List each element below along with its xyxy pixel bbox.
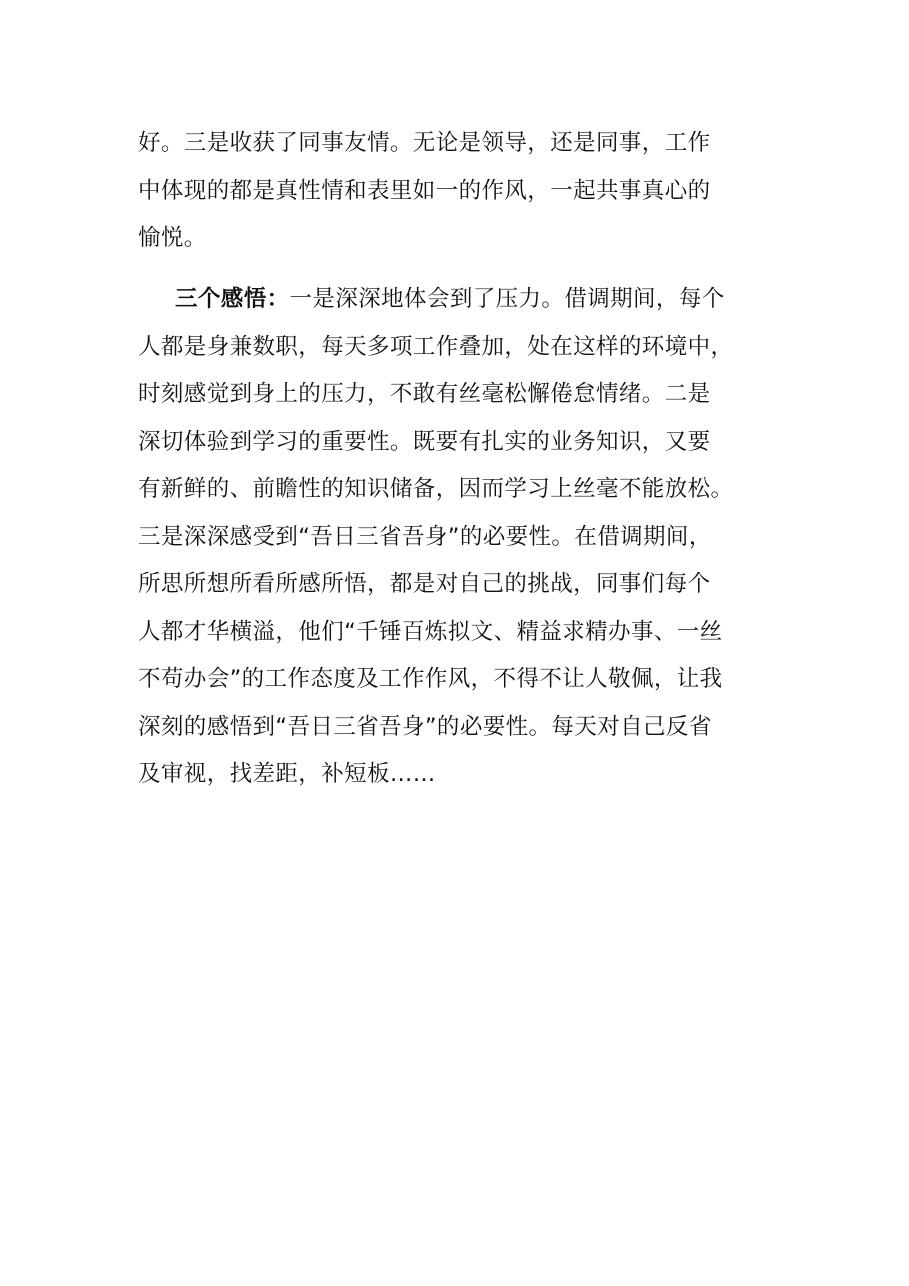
text-line: 人都是身兼数职，每天多项工作叠加，处在这样的环境中， bbox=[138, 333, 734, 360]
text-line: 愉悦。 bbox=[138, 225, 207, 251]
text-line: 有新鲜的、前瞻性的知识储备，因而学习上丝毫不能放松。 bbox=[138, 476, 734, 502]
text-line: 人都才华横溢，他们“千锤百炼拟文、精益求精办事、一丝 bbox=[138, 618, 723, 645]
text-line-first-rest: 一是深深地体会到了压力。借调期间，每个 bbox=[289, 286, 725, 312]
paragraph-lead-heading: 三个感悟： bbox=[175, 286, 290, 312]
text-line: 所思所想所看所感所悟，都是对自己的挑战，同事们每个 bbox=[138, 571, 711, 597]
paragraph-harvest-summary bbox=[138, 120, 778, 263]
text-line: 好。三是收获了同事友情。无论是领导，还是同事，工作 bbox=[138, 130, 711, 156]
text-line: 时刻感觉到身上的压力，不敢有丝毫松懈倦怠情绪。二是 bbox=[138, 381, 711, 407]
text-line: 三是深深感受到“吾日三省吾身”的必要性。在借调期间， bbox=[138, 523, 712, 550]
text-line: 深切体验到学习的重要性。既要有扎实的业务知识，又要 bbox=[138, 428, 711, 455]
paragraph-three-insights bbox=[138, 276, 778, 799]
text-line: 深刻的感悟到“吾日三省吾身”的必要性。每天对自己反省 bbox=[138, 713, 712, 740]
text-line: 不苟办会”的工作态度及工作作风，不得不让人敬佩，让我 bbox=[138, 666, 723, 692]
text-line: 中体现的都是真性情和表里如一的作风，一起共事真心的 bbox=[138, 177, 711, 204]
text-line: 及审视，找差距，补短板…… bbox=[138, 761, 436, 787]
text-line-first bbox=[138, 276, 778, 324]
